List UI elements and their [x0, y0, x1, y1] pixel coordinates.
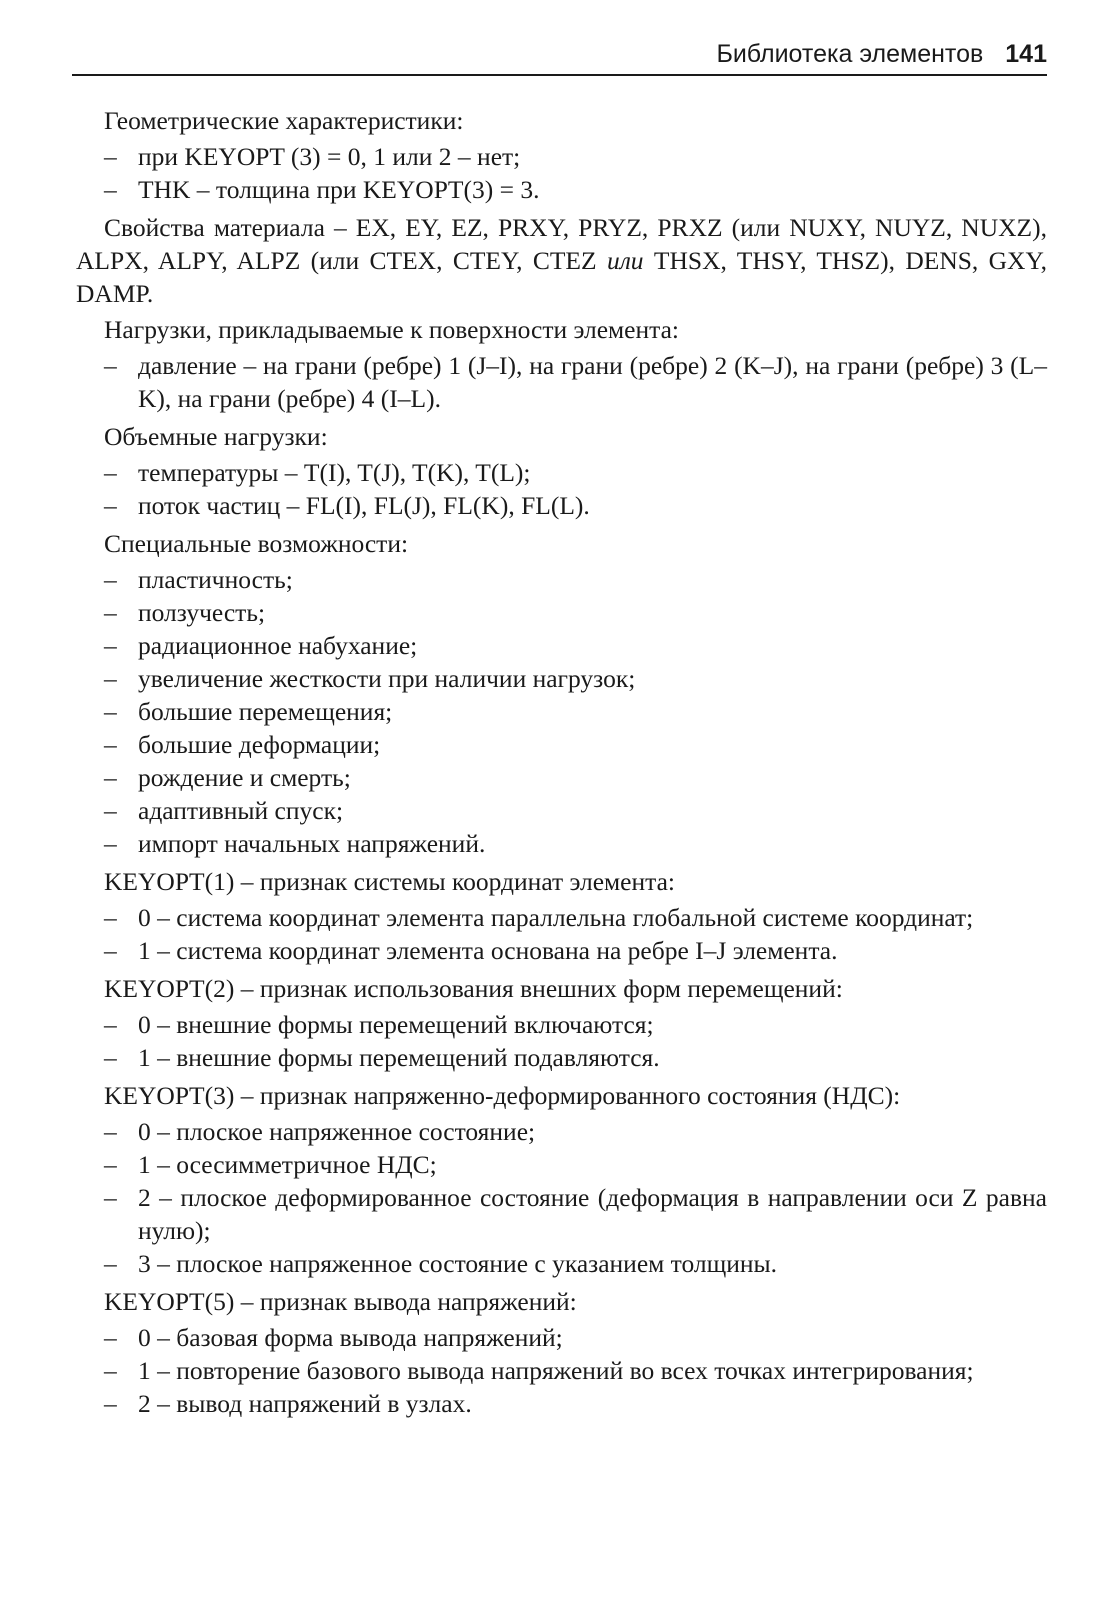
- body-loads-heading: Объемные нагрузки:: [104, 422, 328, 451]
- list-dash: –: [104, 565, 117, 594]
- list-item: [104, 1115, 1047, 1148]
- list-dash: –: [104, 697, 117, 726]
- list-item-text: давление – на грани (ребре) 1 (J–I), на грани (ребре) 2 (K–J), на грани (ребре) 3 (L–K), на грани (ребре) 4 (I–L).: [138, 351, 1047, 413]
- list-item-text: 0 – система координат элемента параллельна глобальной системе координат;: [138, 903, 974, 932]
- list-dash: –: [104, 491, 117, 520]
- list-item-text: 2 – вывод напряжений в узлах.: [138, 1389, 472, 1418]
- material-text-part-b: THSX, THSY, THSZ), DENS, GXY, DAMP.: [76, 246, 1047, 308]
- list-dash: –: [104, 936, 117, 965]
- list-item: [104, 1247, 1047, 1280]
- keyopt1-heading: KEYOPT(1) – признак системы координат элемента:: [104, 867, 675, 896]
- list-dash: –: [104, 351, 117, 380]
- list-item-text: температуры – T(I), T(J), T(K), T(L);: [138, 458, 531, 487]
- list-item-text: большие деформации;: [138, 730, 381, 759]
- list-item: [104, 695, 1047, 728]
- keyopt2-heading: KEYOPT(2) – признак использования внешних форм перемещений:: [104, 974, 843, 1003]
- list-item-text: увеличение жесткости при наличии нагрузок;: [138, 664, 636, 693]
- list-item-text: 3 – плоское напряженное состояние с указанием толщины.: [138, 1249, 778, 1278]
- keyopt5-list: [104, 1321, 1047, 1420]
- list-dash: –: [104, 1249, 117, 1278]
- list-dash: –: [104, 458, 117, 487]
- special-features-list: [104, 563, 1047, 860]
- list-item-text: 1 – внешние формы перемещений подавляются.: [138, 1043, 660, 1072]
- list-item: [104, 728, 1047, 761]
- list-dash: –: [104, 763, 117, 792]
- list-dash: –: [104, 1043, 117, 1072]
- list-item: [104, 1354, 1047, 1387]
- list-item-text: импорт начальных напряжений.: [138, 829, 486, 858]
- keyopt3-heading: KEYOPT(3) – признак напряженно-деформированного состояния (НДС):: [104, 1081, 901, 1110]
- geometry-heading: Геометрические характеристики:: [104, 106, 464, 135]
- list-dash: –: [104, 1389, 117, 1418]
- list-item: [104, 489, 1047, 522]
- list-dash: –: [104, 664, 117, 693]
- list-item-text: THK – толщина при KEYOPT(3) = 3.: [138, 175, 540, 204]
- list-dash: –: [104, 1356, 117, 1385]
- list-dash: –: [104, 175, 117, 204]
- list-item-text: рождение и смерть;: [138, 763, 351, 792]
- list-dash: –: [104, 1010, 117, 1039]
- list-item-text: при KEYOPT (3) = 0, 1 или 2 – нет;: [138, 142, 521, 171]
- list-item: [104, 1181, 1047, 1247]
- body-loads-list: [104, 456, 1047, 522]
- list-item-text: 0 – плоское напряженное состояние;: [138, 1117, 536, 1146]
- body-text: [76, 104, 1047, 1425]
- list-item-text: поток частиц – FL(I), FL(J), FL(K), FL(L).: [138, 491, 590, 520]
- material-text-italic: или: [606, 246, 644, 275]
- list-item: [104, 901, 1047, 934]
- page-number: 141: [1005, 40, 1047, 68]
- list-item-text: 0 – базовая форма вывода напряжений;: [138, 1323, 563, 1352]
- material-properties-paragraph: [76, 211, 1047, 310]
- list-item: [104, 140, 1047, 173]
- list-item-text: адаптивный спуск;: [138, 796, 344, 825]
- list-dash: –: [104, 631, 117, 660]
- list-item: [104, 1321, 1047, 1354]
- list-dash: –: [104, 829, 117, 858]
- list-item: [104, 563, 1047, 596]
- material-text-part-a: Свойства материала – EX, EY, EZ, PRXY, PRYZ, PRXZ (или NUXY, NUYZ, NUXZ), ALPX, ALPY, ALPZ (или CTEX, CTEY, CTEZ: [76, 213, 1047, 275]
- geometry-list: [104, 140, 1047, 206]
- list-item-text: пластичность;: [138, 565, 293, 594]
- list-item-text: 2 – плоское деформированное состояние (деформация в направлении оси Z равна нулю);: [138, 1183, 1047, 1245]
- list-item: [104, 629, 1047, 662]
- keyopt5-heading: KEYOPT(5) – признак вывода напряжений:: [104, 1287, 577, 1316]
- list-item-text: 1 – повторение базового вывода напряжений во всех точках интегрирования;: [138, 1356, 974, 1385]
- list-dash: –: [104, 903, 117, 932]
- list-item-text: ползучесть;: [138, 598, 266, 627]
- list-dash: –: [104, 796, 117, 825]
- list-dash: –: [104, 1150, 117, 1179]
- list-item: [104, 1387, 1047, 1420]
- list-item: [104, 596, 1047, 629]
- keyopt3-list: [104, 1115, 1047, 1280]
- list-item-text: радиационное набухание;: [138, 631, 418, 660]
- list-item: [104, 173, 1047, 206]
- keyopt2-list: [104, 1008, 1047, 1074]
- running-header: [72, 34, 1047, 76]
- surface-loads-heading: Нагрузки, прикладываемые к поверхности элемента:: [104, 315, 679, 344]
- special-features-heading: Специальные возможности:: [104, 529, 409, 558]
- list-item: [104, 827, 1047, 860]
- list-dash: –: [104, 142, 117, 171]
- list-dash: –: [104, 1323, 117, 1352]
- list-item-text: большие перемещения;: [138, 697, 393, 726]
- list-dash: –: [104, 1117, 117, 1146]
- list-item: [104, 662, 1047, 695]
- list-item-text: 0 – внешние формы перемещений включаются;: [138, 1010, 654, 1039]
- list-item-text: 1 – система координат элемента основана на ребре I–J элемента.: [138, 936, 838, 965]
- list-dash: –: [104, 1183, 117, 1212]
- list-item: [104, 761, 1047, 794]
- running-header-title: Библиотека элементов: [716, 40, 984, 68]
- list-item: [104, 1148, 1047, 1181]
- list-item: [104, 349, 1047, 415]
- surface-loads-list: [104, 349, 1047, 415]
- list-item: [104, 794, 1047, 827]
- keyopt1-list: [104, 901, 1047, 967]
- list-item: [104, 934, 1047, 967]
- list-item: [104, 1041, 1047, 1074]
- list-item: [104, 1008, 1047, 1041]
- list-item-text: 1 – осесимметричное НДС;: [138, 1150, 437, 1179]
- list-dash: –: [104, 730, 117, 759]
- list-dash: –: [104, 598, 117, 627]
- list-item: [104, 456, 1047, 489]
